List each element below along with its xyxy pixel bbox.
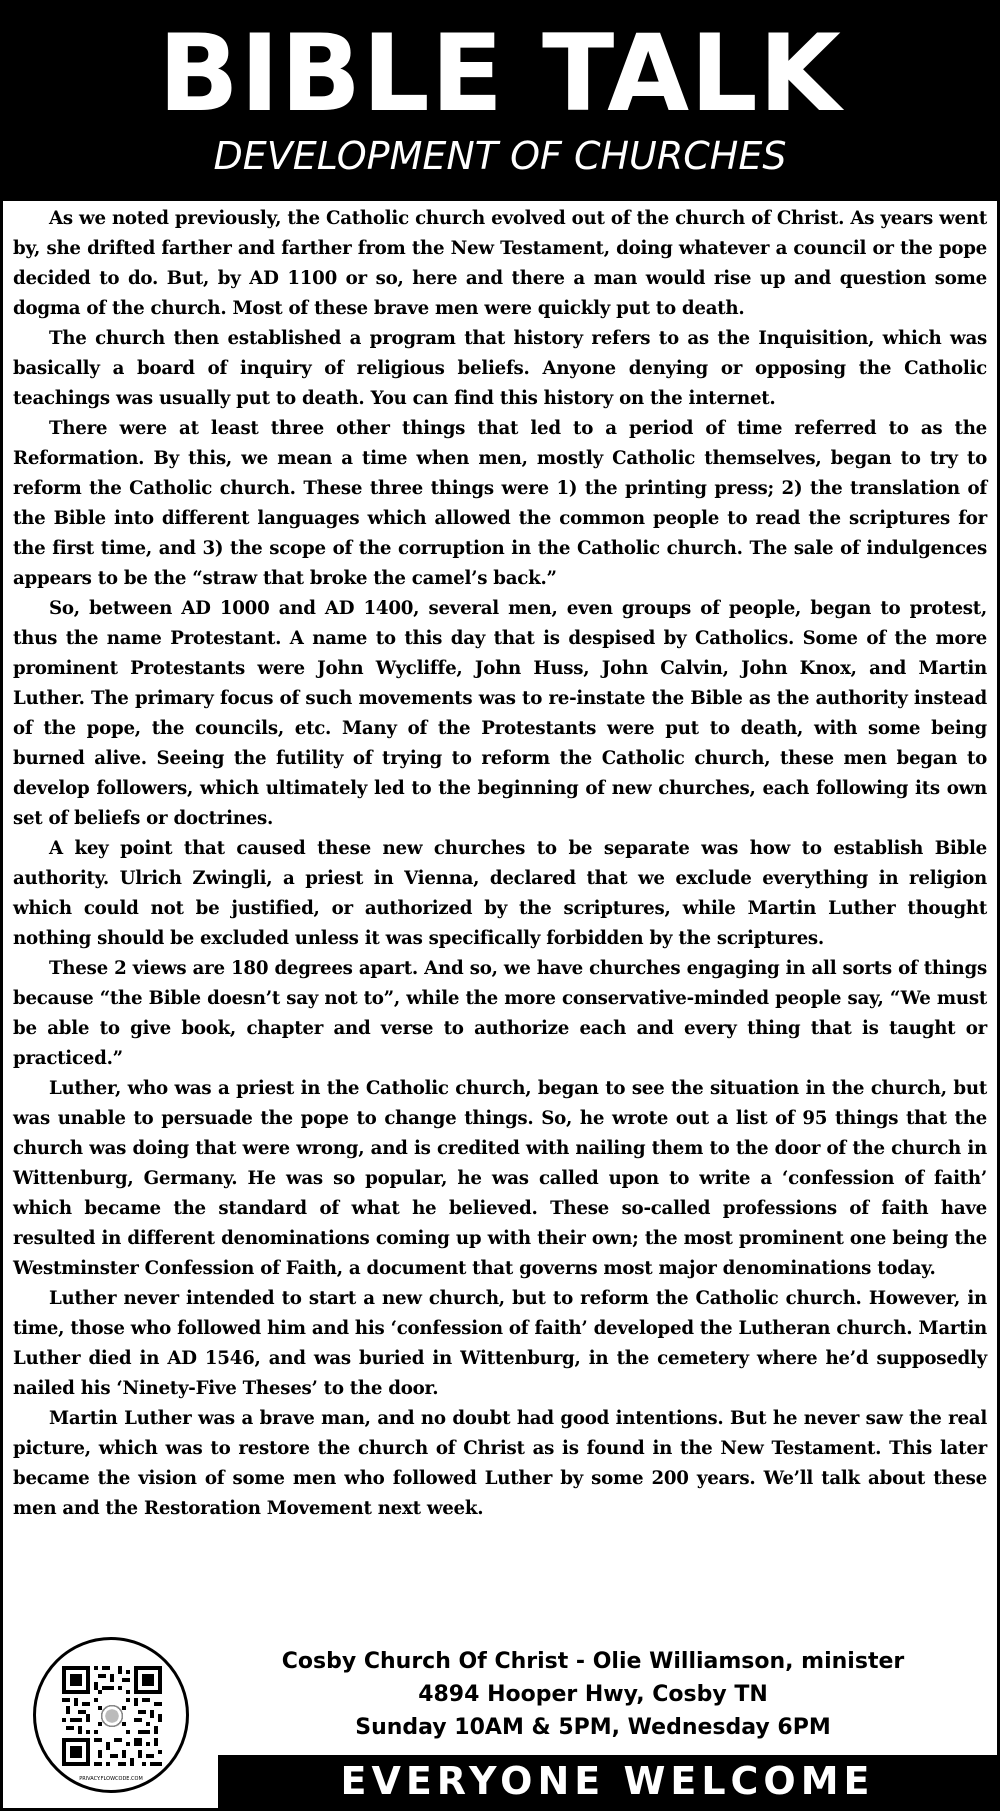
paragraph: Luther, who was a priest in the Catholic church, began to see the situation in the church, but was unable to persuade the pope to change things. So, he wrote out a list of 95 things that the church was doing that were wrong, and is credited with nailing them to the door of the church in Wittenburg, Germany. He was so popular, he was called upon to write a ‘confession of faith’ which became the standard of what he believed. These so-called professions of faith have resulted in different denominations coming up with their own; the most prominent one being the Westminster Confession of Faith, a document that governs most major denominations today. [13,1078,987,1279]
paragraph: As we noted previously, the Catholic church evolved out of the church of Christ. As years went by, she drifted farther and farther from the New Testament, doing whatever a council or the pope decided to do. But, by AD 1100 or so, here and there a man would rise up and question some dogma of the church. Most of these brave men were quickly put to death. [13,208,987,319]
header-banner [3,3,997,201]
paragraph: Martin Luther was a brave man, and no doubt had good intentions. But he never saw the real picture, which was to restore the church of Christ as is found in the New Testament. This later became the vision of some men who followed Luther by some 200 years. We’ll talk about these men and the Restoration Movement next week. [13,1408,987,1519]
service-times-line: Sunday 10AM & 5PM, Wednesday 6PM [355,1715,831,1740]
qr-code-icon [62,1666,162,1766]
qr-code[interactable] [33,1637,189,1793]
address-line: 4894 Hooper Hwy, Cosby TN [418,1682,768,1707]
paragraph: These 2 views are 180 degrees apart. And so, we have churches engaging in all sorts of things because “the Bible doesn’t say not to”, while the more conservative-minded people say, “We must be able to give book, chapter and verse to authorize each and every thing that is taught or practiced.” [13,958,987,1069]
paragraph: So, between AD 1000 and AD 1400, several men, even groups of people, began to protest, thus the name Protestant. A name to this day that is despised by Catholics. Some of the more prominent Protestants were John Wycliffe, John Huss, John Calvin, John Knox, and Martin Luther. The primary focus of such movements was to re-instate the Bible as the authority instead of the pope, the councils, etc. Many of the Protestants were put to death, with some being burned alive. Seeing the futility of trying to reform the Catholic church, these men began to develop followers, which ultimately led to the beginning of new churches, each following its own set of beliefs or doctrines. [13,598,987,829]
paragraph: Luther never intended to start a new church, but to reform the Catholic church. However, in time, those who followed him and his ‘confession of faith’ developed the Lutheran church. Martin Luther died in AD 1546, and was buried in Wittenburg, in the cemetery where he’d supposedly nailed his ‘Ninety-Five Theses’ to the door. [13,1288,987,1399]
church-name-line: Cosby Church Of Christ - Olie Williamson, minister [281,1649,905,1674]
paragraph: There were at least three other things that led to a period of time referred to as the Reformation. By this, we mean a time when men, mostly Catholic themselves, began to try to reform the Catholic church. These three things were 1) the printing press; 2) the translation of the Bible into different languages which allowed the common people to read the scriptures for the first time, and 3) the scope of the corruption in the Catholic church. The sale of indulgences appears to be the “straw that broke the camel’s back.” [13,418,987,589]
welcome-banner: EVERYONE WELCOME [218,1755,997,1808]
contact-info [233,1645,953,1744]
paragraph: The church then established a program that history refers to as the Inquisition, which was basically a board of inquiry of religious beliefs. Anyone denying or opposing the Catholic teachings was usually put to death. You can find this history on the internet. [13,328,987,409]
page-subtitle: DEVELOPMENT OF CHURCHES [213,134,787,178]
qr-caption: PRIVACY.FLOWCODE.COM [79,1776,143,1782]
page-title: BIBLE TALK [158,12,842,135]
article-body [3,201,997,1524]
paragraph: A key point that caused these new churches to be separate was how to establish Bible authority. Ulrich Zwingli, a priest in Vienna, declared that we exclude everything in religion which could not be justified, or authorized by the scriptures, while Martin Luther thought nothing should be excluded unless it was specifically forbidden by the scriptures. [13,838,987,949]
